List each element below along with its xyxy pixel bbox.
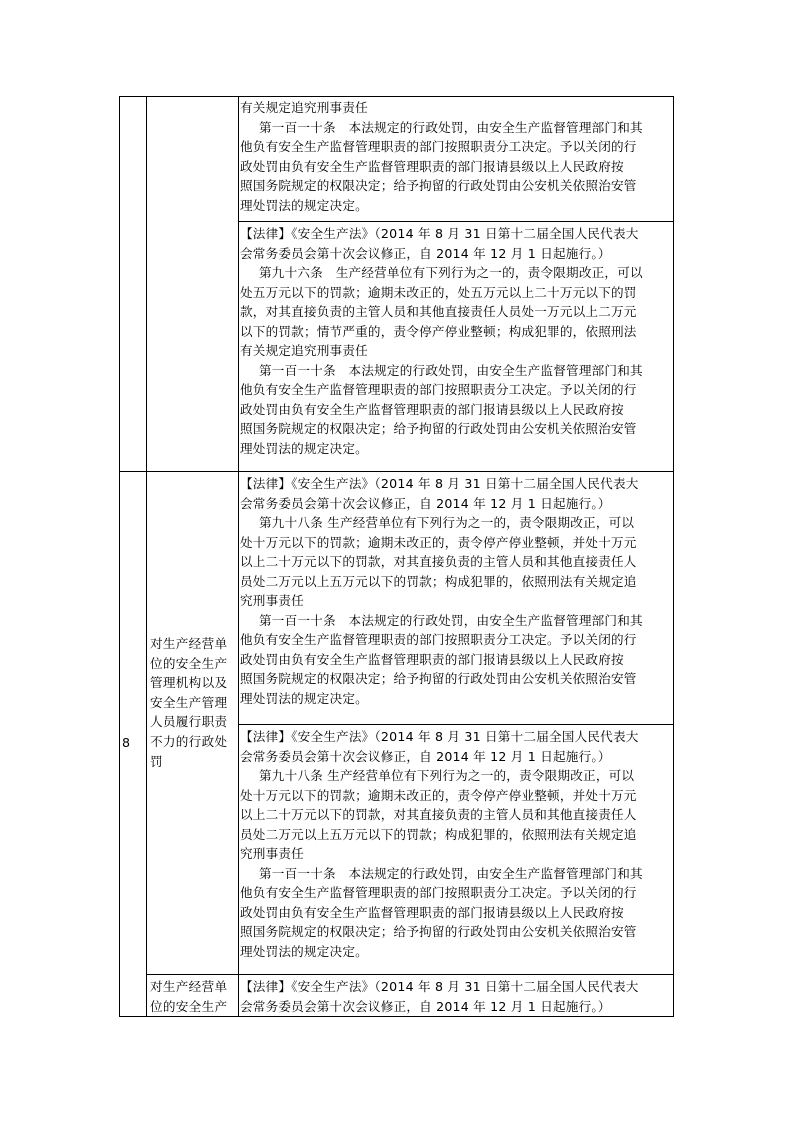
law-text-line: 照国务院规定的权限决定；给予拘留的行政处罚由公安机关依照治安管 <box>240 671 637 686</box>
category-line: 管理机构以及 <box>150 675 228 691</box>
law-text-line: 【法律】《安全生产法》（2014 年 8 月 31 日第十二届全国人民代表大 <box>240 979 639 994</box>
category-line: 人员履行职责 <box>150 714 228 730</box>
law-text-line: 政处罚由负有安全生产监督管理职责的部门报请县级以上人民政府按 <box>240 401 624 417</box>
law-text-line: 他负有安全生产监督管理职责的部门按照职责分工决定。予以关闭的行 <box>240 382 637 397</box>
category-cell <box>147 977 242 1016</box>
law-text-line: 以上二十万元以下的罚款，对其直接负责的主管人员和其他直接责任人 <box>240 807 637 822</box>
law-text-line: 政处罚由负有安全生产监督管理职责的部门报请县级以上人民政府按 <box>240 158 624 174</box>
law-text-line: 理处罚法的规定决定。 <box>240 197 368 213</box>
law-text-line: 理处罚法的规定决定。 <box>240 440 368 456</box>
row-divider <box>146 974 673 975</box>
law-text-line: 第一百一十条 本法规定的行政处罚，由安全生产监督管理部门和其 <box>259 612 643 628</box>
row-divider <box>238 724 673 725</box>
law-text-line: 【法律】《安全生产法》（2014 年 8 月 31 日第十二届全国人民代表大 <box>240 729 639 744</box>
law-text-block <box>240 474 672 708</box>
law-text-line: 有关规定追究刑事责任 <box>240 343 368 358</box>
category-line: 位的安全生产 <box>150 998 228 1014</box>
law-text-line: 他负有安全生产监督管理职责的部门按照职责分工决定。予以关闭的行 <box>240 139 637 154</box>
law-text-line: 处十万元以下的罚款；逾期未改正的，责令停产停业整顿，并处十万元 <box>240 534 637 550</box>
law-text-line: 以上二十万元以下的罚款，对其直接负责的主管人员和其他直接责任人 <box>240 554 637 569</box>
row-divider <box>238 221 673 222</box>
law-text-line: 理处罚法的规定决定。 <box>240 690 368 706</box>
law-text-line: 款，对其直接负责的主管人员和其他直接责任人员处一万元以上二万元 <box>240 304 637 319</box>
law-text-block <box>240 224 672 458</box>
law-text-line: 【法律】《安全生产法》（2014 年 8 月 31 日第十二届全国人民代表大 <box>240 226 639 241</box>
column-divider <box>146 97 147 1016</box>
law-text-line: 他负有安全生产监督管理职责的部门按照职责分工决定。予以关闭的行 <box>240 632 637 647</box>
law-text-line: 处十万元以下的罚款；逾期未改正的，责令停产停业整顿，并处十万元 <box>240 787 637 803</box>
law-text-line: 照国务院规定的权限决定；给予拘留的行政处罚由公安机关依照治安管 <box>240 178 637 193</box>
law-text-line: 会常务委员会第十次会议修正，自 2014 年 12 月 1 日起施行。） <box>240 998 611 1014</box>
law-text-line: 照国务院规定的权限决定；给予拘留的行政处罚由公安机关依照治安管 <box>240 924 637 939</box>
category-line: 不力的行政处 <box>150 733 228 749</box>
category-cell <box>147 634 242 771</box>
law-text-line: 究刑事责任 <box>240 846 304 861</box>
law-text-line: 政处罚由负有安全生产监督管理职责的部门报请县级以上人民政府按 <box>240 651 624 667</box>
law-text-line: 会常务委员会第十次会议修正，自 2014 年 12 月 1 日起施行。） <box>240 245 611 261</box>
law-text-line: 究刑事责任 <box>240 593 304 608</box>
law-text-block <box>240 727 672 961</box>
law-text-line: 有关规定追究刑事责任 <box>240 100 368 115</box>
law-text-line: 第九十八条 生产经营单位有下列行为之一的，责令限期改正，可以 <box>259 768 635 783</box>
law-text-line: 【法律】《安全生产法》（2014 年 8 月 31 日第十二届全国人民代表大 <box>240 476 639 491</box>
law-text-line: 第一百一十条 本法规定的行政处罚，由安全生产监督管理部门和其 <box>259 865 643 881</box>
law-text-block <box>240 98 672 215</box>
law-text-line: 照国务院规定的权限决定；给予拘留的行政处罚由公安机关依照治安管 <box>240 421 637 436</box>
law-text-line: 第一百一十条 本法规定的行政处罚，由安全生产监督管理部门和其 <box>259 119 643 135</box>
law-text-line: 第九十六条 生产经营单位有下列行为之一的，责令限期改正，可以 <box>259 265 643 280</box>
law-text-line: 政处罚由负有安全生产监督管理职责的部门报请县级以上人民政府按 <box>240 904 624 920</box>
law-text-line: 员处二万元以上五万元以下的罚款；构成犯罪的，依照刑法有关规定追 <box>240 573 637 589</box>
law-text-line: 会常务委员会第十次会议修正，自 2014 年 12 月 1 日起施行。） <box>240 495 611 511</box>
category-line: 罚 <box>150 753 163 769</box>
category-line: 位的安全生产 <box>150 655 228 671</box>
law-text-line: 员处二万元以上五万元以下的罚款；构成犯罪的，依照刑法有关规定追 <box>240 826 637 842</box>
row-divider <box>120 471 673 472</box>
category-line: 安全生产管理 <box>150 694 228 710</box>
law-text-line: 以下的罚款；情节严重的，责令停产停业整顿；构成犯罪的，依照刑法 <box>240 323 637 339</box>
category-line: 对生产经营单 <box>150 979 228 994</box>
law-text-line: 第九十八条 生产经营单位有下列行为之一的，责令限期改正，可以 <box>259 515 635 530</box>
law-text-block <box>240 977 672 1016</box>
law-text-line: 会常务委员会第十次会议修正，自 2014 年 12 月 1 日起施行。） <box>240 748 611 764</box>
column-divider <box>238 97 239 1016</box>
law-text-line: 第一百一十条 本法规定的行政处罚，由安全生产监督管理部门和其 <box>259 362 643 378</box>
row-number: 8 <box>122 735 131 750</box>
regulation-table <box>119 96 674 1017</box>
law-text-line: 处五万元以下的罚款；逾期未改正的，处五万元以上二十万元以下的罚 <box>240 284 637 300</box>
law-text-line: 他负有安全生产监督管理职责的部门按照职责分工决定。予以关闭的行 <box>240 885 637 900</box>
law-text-line: 理处罚法的规定决定。 <box>240 943 368 959</box>
category-line: 对生产经营单 <box>150 636 228 651</box>
